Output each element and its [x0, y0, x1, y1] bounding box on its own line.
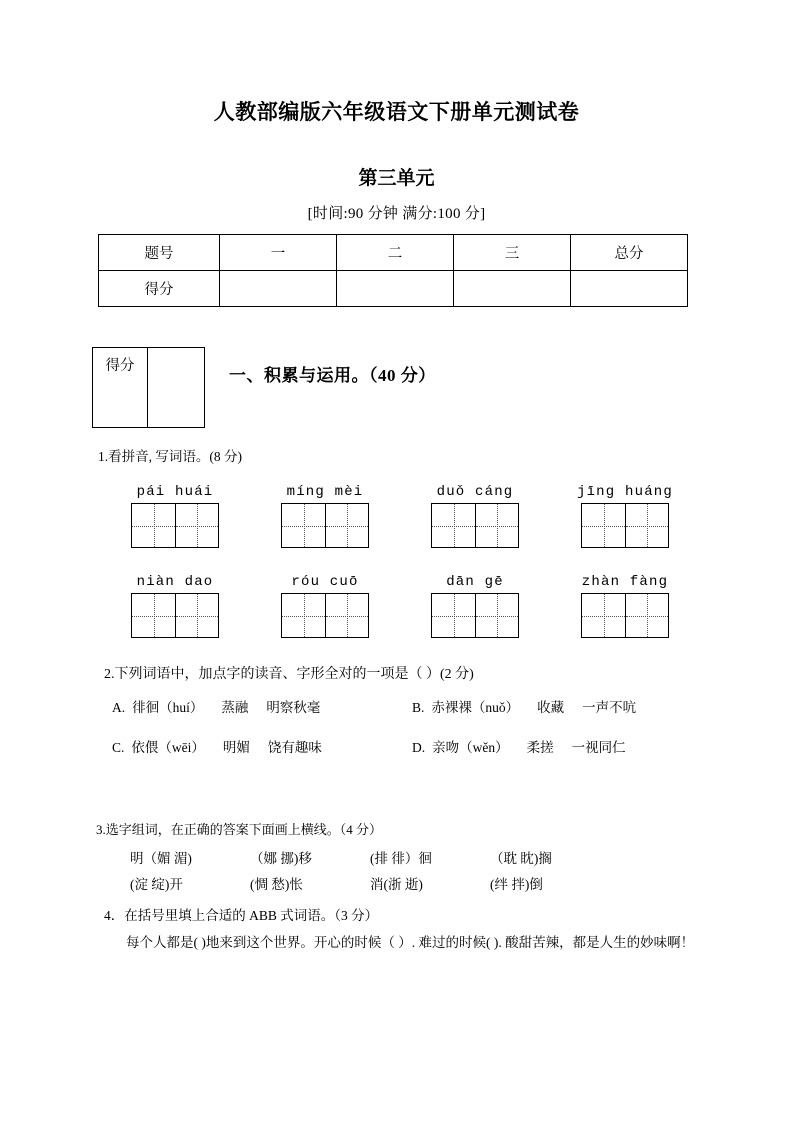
tianzige-cell[interactable]	[475, 504, 518, 547]
pinyin-label: róu cuō	[291, 574, 359, 590]
tianzige-cell[interactable]	[325, 594, 368, 637]
question-2-stem: 2.下列词语中，加点字的读音、字形全对的一项是（ ）(2 分)	[104, 667, 474, 682]
table-row	[99, 235, 688, 271]
section-score-value[interactable]	[148, 348, 205, 428]
tianzige-cell[interactable]	[625, 594, 668, 637]
tianzige-cell[interactable]	[175, 504, 218, 547]
pinyin-writing-grids	[100, 484, 700, 664]
tianzige-cell[interactable]	[432, 594, 475, 637]
section-score-label: 得分	[93, 348, 148, 428]
question-4-stem: 4．在括号里填上合适的 ABB 式词语。（3 分）	[104, 908, 379, 923]
pinyin-grid-item	[550, 484, 700, 548]
pinyin-grid-item	[250, 484, 400, 548]
pinyin-row	[100, 484, 700, 548]
score-row-label: 得分	[99, 271, 220, 307]
question-2-options	[112, 696, 722, 776]
tianzige-grid[interactable]	[431, 593, 519, 638]
tianzige-grid[interactable]	[581, 593, 669, 638]
choice-item[interactable]: (惆 愁)怅	[250, 877, 303, 893]
option-letter: B.	[412, 700, 425, 715]
option-part: 饶有趣味	[267, 740, 322, 755]
option-a[interactable]	[112, 696, 412, 716]
tianzige-grid[interactable]	[431, 503, 519, 548]
choice-item[interactable]: (绊 拌)倒	[490, 877, 543, 893]
tianzige-cell[interactable]	[325, 504, 368, 547]
section-one-header	[92, 347, 436, 428]
option-letter: A.	[112, 700, 126, 715]
tianzige-grid[interactable]	[131, 593, 219, 638]
tianzige-cell[interactable]	[282, 504, 325, 547]
choice-item[interactable]: (排 徘）徊	[370, 851, 432, 866]
pinyin-grid-item	[100, 484, 250, 548]
score-cell: 二	[337, 235, 454, 271]
table-row	[93, 348, 205, 428]
choice-item[interactable]: 明（媚 湄)	[130, 851, 192, 866]
section-score-box	[92, 347, 205, 428]
score-input-cell[interactable]	[571, 271, 688, 307]
page-subtitle: 第三单元	[358, 167, 435, 189]
table-row	[99, 271, 688, 307]
question-3-stem: 3.选字组词，在正确的答案下面画上横线。（4 分）	[96, 822, 383, 837]
tianzige-cell[interactable]	[582, 594, 625, 637]
pinyin-row	[100, 574, 700, 638]
option-line	[112, 696, 722, 716]
option-letter: C.	[112, 740, 125, 755]
pinyin-grid-item	[100, 574, 250, 638]
question-3-choices	[130, 846, 610, 899]
option-c[interactable]	[112, 736, 412, 756]
pinyin-grid-item	[250, 574, 400, 638]
tianzige-cell[interactable]	[132, 504, 175, 547]
pinyin-label: duǒ cáng	[436, 484, 514, 500]
pinyin-label: jīng huáng	[576, 484, 673, 500]
score-summary-table	[98, 234, 688, 307]
option-part: 明察秋毫	[266, 700, 321, 715]
section-title: 一、积累与运用。（40 分）	[229, 366, 436, 385]
choice-item[interactable]: （娜 挪)移	[250, 851, 312, 866]
pinyin-grid-item	[400, 484, 550, 548]
tianzige-cell[interactable]	[582, 504, 625, 547]
tianzige-cell[interactable]	[475, 594, 518, 637]
question-4-passage[interactable]: 每个人都是( )地来到这个世界。开心的时候（ ）. 难过的时候( ). 酸甜苦辣，都是人生的妙味啊！	[126, 935, 695, 950]
tianzige-cell[interactable]	[175, 594, 218, 637]
page-title: 人教部编版六年级语文下册单元测试卷	[213, 100, 580, 124]
exam-meta-info: [时间:90 分钟 满分:100 分]	[307, 206, 486, 222]
option-part: 依偎（wēi）	[131, 740, 205, 755]
choice-line	[130, 846, 610, 872]
tianzige-grid[interactable]	[131, 503, 219, 548]
option-part: 明媚	[222, 740, 250, 755]
choice-item[interactable]: 消(浙 逝)	[370, 877, 423, 893]
tianzige-grid[interactable]	[281, 593, 369, 638]
score-input-cell[interactable]	[337, 271, 454, 307]
pinyin-label: míng mèi	[286, 484, 364, 500]
question-1-stem: 1.看拼音, 写词语。(8 分)	[98, 449, 242, 464]
tianzige-cell[interactable]	[282, 594, 325, 637]
option-part: 收藏	[537, 700, 565, 715]
score-cell: 三	[454, 235, 571, 271]
option-part: 柔搓	[526, 740, 554, 755]
score-row-label: 题号	[99, 235, 220, 271]
tianzige-grid[interactable]	[581, 503, 669, 548]
option-part: 一视同仁	[571, 740, 626, 755]
choice-line	[130, 872, 610, 898]
option-part: 赤裸裸（nuǒ）	[431, 700, 520, 715]
option-part: 一声不吭	[582, 700, 637, 715]
option-part: 蒸融	[221, 700, 249, 715]
pinyin-label: zhàn fàng	[581, 574, 669, 590]
option-d[interactable]	[412, 736, 712, 756]
option-part: 亲吻（wěn）	[432, 740, 509, 755]
option-line	[112, 736, 722, 756]
pinyin-label: niàn dao	[136, 574, 214, 590]
pinyin-label: dān gē	[446, 574, 504, 590]
pinyin-grid-item	[550, 574, 700, 638]
option-b[interactable]	[412, 696, 712, 716]
score-input-cell[interactable]	[454, 271, 571, 307]
score-input-cell[interactable]	[220, 271, 337, 307]
choice-item[interactable]: (淀 绽)开	[130, 877, 183, 893]
tianzige-cell[interactable]	[432, 504, 475, 547]
score-cell: 总分	[571, 235, 688, 271]
pinyin-label: pái huái	[136, 484, 214, 500]
tianzige-cell[interactable]	[132, 594, 175, 637]
tianzige-grid[interactable]	[281, 503, 369, 548]
option-part: 徘徊（huí）	[132, 700, 204, 715]
pinyin-grid-item	[400, 574, 550, 638]
choice-item[interactable]: （耽 眈)搁	[490, 851, 552, 866]
score-cell: 一	[220, 235, 337, 271]
option-letter: D.	[412, 740, 426, 755]
tianzige-cell[interactable]	[625, 504, 668, 547]
